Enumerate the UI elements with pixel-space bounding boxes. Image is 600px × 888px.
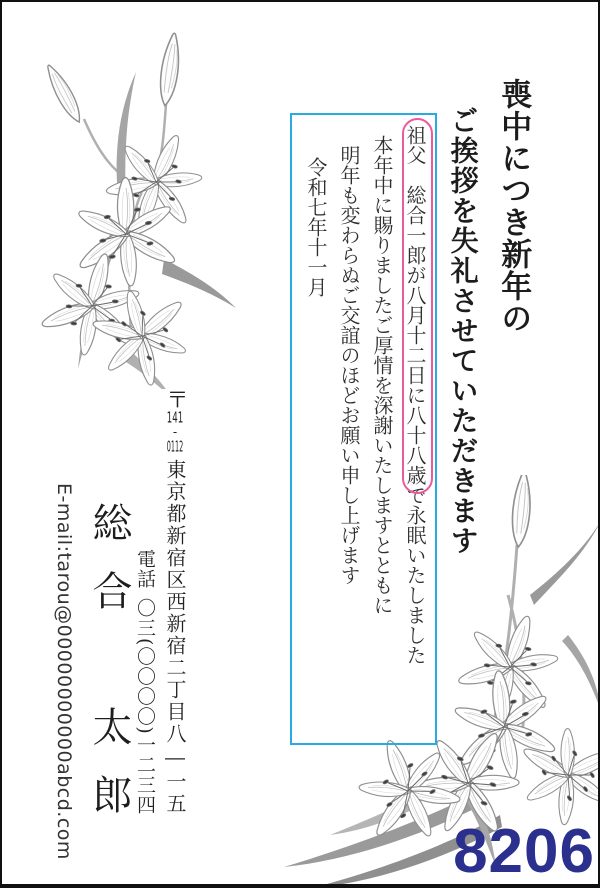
sender-name: 総合 太郎 xyxy=(86,502,132,842)
message-column-4: 令和七年十一月 xyxy=(304,157,328,297)
sender-email: E-mail:tarou@00000000000abcd.com xyxy=(53,483,75,860)
postal-code-part1: 141 xyxy=(166,410,184,425)
phone-label: 電話 xyxy=(134,549,156,589)
sender-postal-address xyxy=(160,388,191,815)
title-line-2: ご挨拶を失礼させていただきます xyxy=(446,106,480,556)
message-column-3: 明年も変わらぬご交誼のほどお願い申し上げます xyxy=(337,145,361,585)
lily-top-left-illustration xyxy=(14,24,244,389)
postal-code-hyphen: - xyxy=(168,425,182,439)
title-line-1: 喪中につき新年の xyxy=(495,78,532,334)
postal-mark-icon: 〒 xyxy=(163,388,188,410)
message-column-2: 本年中に賜りましたご厚情を深謝いたしますとともに xyxy=(370,135,394,615)
phone-number: 〇三(〇〇〇〇)一二三四 xyxy=(134,598,156,815)
message-box xyxy=(290,113,437,745)
message-column-1: 祖父 総合一郎が八月十二日に八十八歳で永眠いたしました xyxy=(403,125,427,665)
message-columns xyxy=(292,115,435,743)
design-number: 8206 xyxy=(453,817,595,886)
postal-code-part2: 0112 xyxy=(166,439,184,454)
sender-address: 東京都新宿区西新宿二丁目八―一五 xyxy=(163,459,187,815)
